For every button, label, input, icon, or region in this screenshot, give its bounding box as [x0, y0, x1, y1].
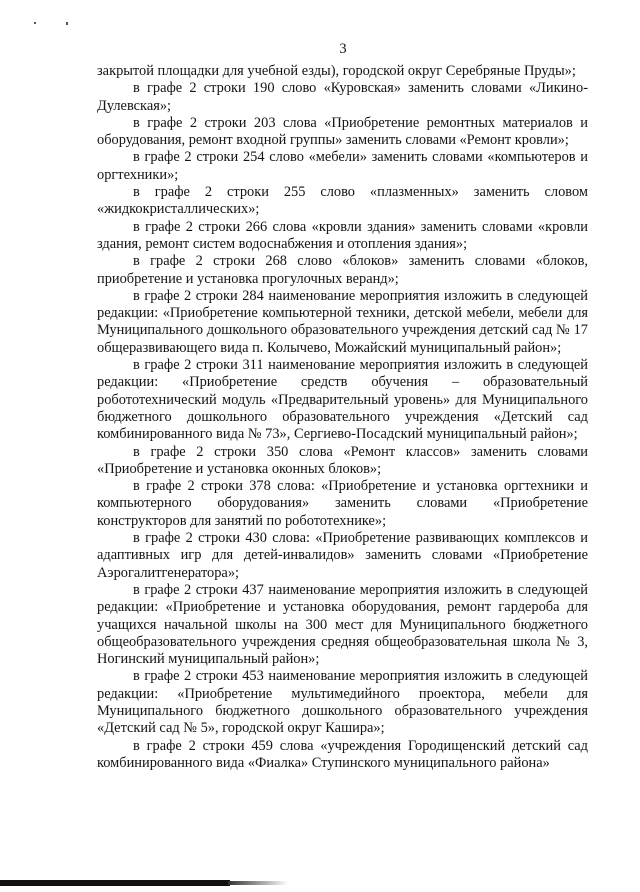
- scan-speck: [34, 22, 36, 24]
- amendment-paragraph: в графе 2 строки 190 слово «Куровская» заменить словами «Ликино-Дулевская»;: [97, 80, 588, 114]
- amendment-paragraph: в графе 2 строки 378 слова: «Приобретение и установка оргтехники и компьютерного оборудования» заменить словами «Приобретение конструкторов для занятий по робототехнике»;: [97, 478, 588, 529]
- amendment-paragraph: в графе 2 строки 453 наименование мероприятия изложить в следующей редакции: «Приобретение мультимедийного проектора, мебели для Муниципального бюджетного дошкольного образовательного учреждения «Детский сад № 5», городской округ Кашира»;: [97, 668, 588, 737]
- amendment-paragraph: в графе 2 строки 266 слова «кровли здания» заменить словами «кровли здания, ремонт систем водоснабжения и отопления здания»;: [97, 218, 588, 252]
- amendment-paragraph: в графе 2 строки 203 слова «Приобретение ремонтных материалов и оборудования, ремонт входной группы» заменить словами «Ремонт кровли»;: [97, 114, 588, 149]
- amendment-paragraph: в графе 2 строки 437 наименование мероприятия изложить в следующей редакции: «Приобретение и установка оборудования, ремонт гардероба для учащихся начальной школы на 300 мест для Муниципального бюджетного общеобразовательного учреждения средняя общеобразовательная школа № 3, Ногинский муниципальный район»;: [97, 581, 588, 668]
- amendment-paragraph: в графе 2 строки 430 слова: «Приобретение развивающих комплексов и адаптивных игр для детей-инвалидов» заменить словами «Приобретение Аэрогалитгенератора»;: [97, 530, 588, 581]
- scan-edge-bar: [0, 880, 230, 886]
- scan-edge-bar-fade: [228, 881, 288, 885]
- page-number: 3: [339, 41, 347, 57]
- amendment-paragraph: в графе 2 строки 459 слова «учреждения Городищенский детский сад комбинированного вида «Фиалка» Ступинского муниципального района»: [97, 737, 588, 771]
- amendment-paragraph: в графе 2 строки 255 слово «плазменных» заменить словом «жидкокристаллических»;: [97, 184, 588, 218]
- amendment-paragraph: в графе 2 строки 284 наименование мероприятия изложить в следующей редакции: «Приобретение компьютерной техники, детской мебели, мебели для Муниципального дошкольного образовательного учреждения детский сад № 17 общеразвивающего вида п. Колычево, Можайский муниципальный район»;: [97, 287, 588, 356]
- paragraph-continuation: закрытой площадки для учебной езды), городской округ Серебряные Пруды»;: [97, 63, 576, 79]
- amendment-paragraph: в графе 2 строки 268 слово «блоков» заменить словами «блоков, приобретение и установка прогулочных веранд»;: [97, 253, 588, 287]
- scan-speck: [66, 22, 68, 25]
- amendment-paragraph: в графе 2 строки 311 наименование мероприятия изложить в следующей редакции: «Приобретение средств обучения – образовательный робототехнический модуль «Предварительный уровень» для Муниципального бюджетного дошкольного образовательного учреждения «Детский сад комбинированного вида № 73», Сергиево-Посадский муниципальный район»;: [97, 357, 588, 443]
- amendment-paragraph: в графе 2 строки 350 слова «Ремонт классов» заменить словами «Приобретение и установка оконных блоков»;: [97, 443, 588, 477]
- amendment-paragraph: в графе 2 строки 254 слово «мебели» заменить словами «компьютеров и оргтехники»;: [97, 149, 588, 183]
- document-body: [97, 63, 588, 772]
